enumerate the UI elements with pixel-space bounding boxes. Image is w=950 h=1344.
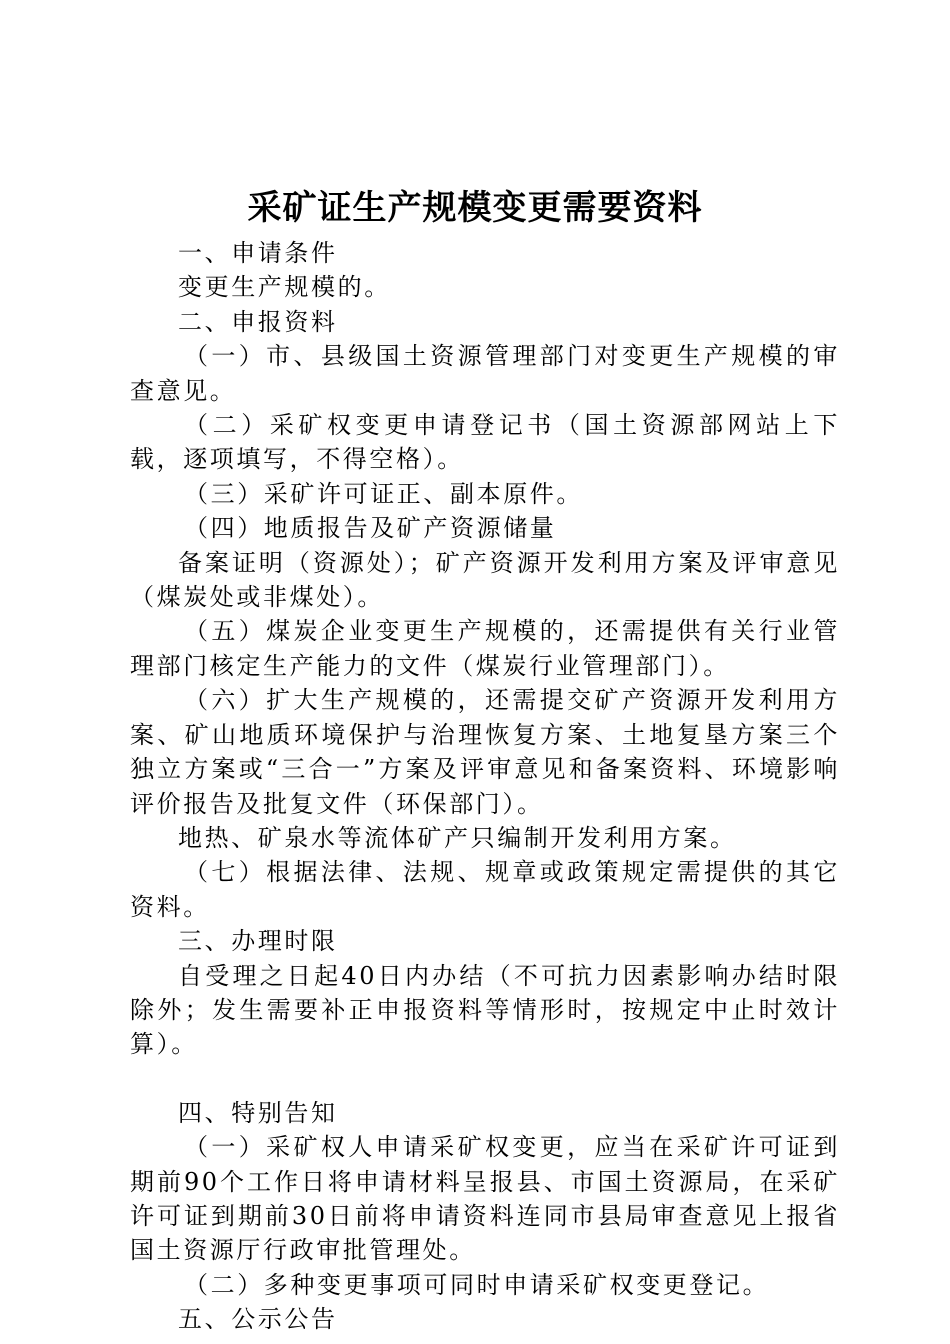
section-heading-4: 四、特别告知 [178, 1098, 338, 1127]
list-item-5: （五）煤炭企业变更生产规模的，还需提供有关行业管理部门核定生产能力的文件（煤炭行业管理部门）。 [130, 617, 840, 680]
notice-item-1: （一）采矿权人申请采矿权变更，应当在采矿许可证到期前90个工作日将申请材料呈报县、市国土资源局，在采矿许可证到期前30日前将申请资料连同市县局审查意见上报省国土资源厅行政审批管理处。 [130, 1133, 840, 1265]
section-heading-5: 五、公示公告 [178, 1305, 338, 1334]
paragraph: 变更生产规模的。 [178, 273, 391, 302]
list-item-1: （一）市、县级国土资源管理部门对变更生产规模的审查意见。 [130, 342, 840, 405]
document-body [130, 236, 840, 1337]
section-heading-2: 二、申报资料 [178, 307, 338, 336]
paragraph: 地热、矿泉水等流体矿产只编制开发利用方案。 [178, 823, 737, 852]
list-item-3: （三）采矿许可证正、副本原件。 [184, 479, 583, 508]
paragraph: 备案证明（资源处）；矿产资源开发利用方案及评审意见（煤炭处或非煤处）。 [130, 548, 840, 612]
list-item-2: （二）采矿权变更申请登记书（国土资源部网站上下载，逐项填写，不得空格）。 [130, 411, 840, 474]
paragraph: 自受理之日起40日内办结（不可抗力因素影响办结时限除外；发生需要补正申报资料等情形时，按规定中止时效计算）。 [130, 961, 840, 1059]
section-heading-1: 一、申请条件 [178, 239, 338, 267]
document-title: 采矿证生产规模变更需要资料 [247, 188, 703, 228]
list-item-6: （六）扩大生产规模的，还需提交矿产资源开发利用方案、矿山地质环境保护与治理恢复方案、土地复垦方案三个独立方案或“三合一”方案及评审意见和备案资料、环境影响评价报告及批复文件（环保部门）。 [130, 686, 840, 818]
list-item-4: （四）地质报告及矿产资源储量 [184, 514, 557, 543]
list-item-7: （七）根据法律、法规、规章或政策规定需提供的其它资料。 [130, 858, 840, 921]
section-heading-3: 三、办理时限 [178, 927, 338, 956]
spacer [130, 1062, 840, 1096]
notice-item-2: （二）多种变更事项可同时申请采矿权变更登记。 [184, 1270, 770, 1299]
